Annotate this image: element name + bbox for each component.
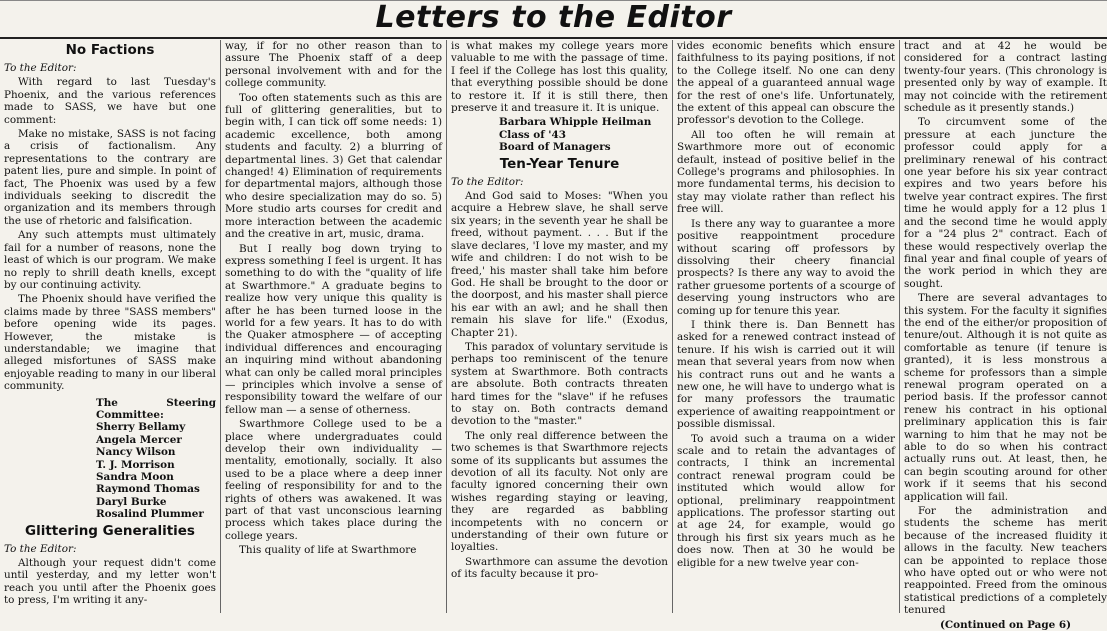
paragraph: Is there any way to guarantee a more positive reappointment procedure without scaring off professors by dissolving their cheery financial prospects? Is there any way to avoid the rather gruesome portents of a scourge of deserving young instructors who are coming up for tenure this year.: [677, 217, 895, 317]
paragraph: There are several advantages to this system. For the faculty it signifies the end of the either/or proposition of tenure/out. Although it is not quite as comfortable as tenure (if tenure is granted), it is less monstrous a scheme for professors than a simple renewal program operated on a period basis. If the professor cannot renew his contract in his optional preliminary application this is fair warning to him that he may not be able to do so when his contract actually runs out. At least, then, he can begin scouting around for other work if it seems that his second application will fail.: [904, 292, 1107, 503]
paragraph: vides economic benefits which ensure faithfulness to its paying positions, if not to the College itself. No one can deny the appeal of a guaranteed annual wage for the rest of one's life. Unfortunately, the extent of this appeal can obscure the professor's devotion to the College.: [677, 40, 895, 127]
paragraph: Any such attempts must ultimately fail for a number of reasons, none the least of which is our program. We make no reply to shrill death knells, except by our continuing activity.: [4, 229, 216, 291]
signer: Rosalind Plummer: [96, 508, 204, 521]
signer: Angela Mercer: [96, 433, 182, 446]
masthead-rule: [0, 37, 1107, 39]
column-divider: [672, 40, 673, 613]
signer: Nancy Wilson: [96, 446, 176, 459]
page-title: Letters to the Editor: [375, 0, 732, 35]
signer: Class of '43: [499, 128, 566, 141]
column-3: [451, 40, 668, 613]
signer: Board of Managers: [499, 141, 611, 154]
column-divider: [220, 40, 221, 613]
column-divider: [446, 40, 447, 613]
salutation: To the Editor:: [4, 62, 77, 74]
paragraph: Swarthmore can assume the devotion of its faculty because it pro-: [451, 555, 668, 581]
signature-block: [499, 116, 668, 153]
salutation: To the Editor:: [4, 542, 77, 555]
paragraph: I think there is. Dan Bennett has asked for a renewed contract instead of tenure. If his wish is carried out it will mean that several years from now when his contract runs out and he wants a new one, he will have to undergo what is for many professors the traumatic experience of awaiting reappointment or possible dismissal.: [677, 318, 895, 431]
paragraph: Too often statements such as this are full of glittering generalities, but to begin with, I can tick off some needs: 1) academic excellence, both among students and faculty. 2) a blurring of departmental lines. 3) Get that calendar changed! 4) Elimination of requirements for departmental majors, although those who desire specialization may do so. 5) More studio arts courses for credit and more interaction between the academic and the creative in art, music, drama.: [225, 91, 442, 241]
paragraph: For the administration and students the scheme has merit because of the increased fluidity it allows in the faculty. New teachers can be appointed to replace those who have opted out or who were not reappointed. Freed from the ominous statistical predictions of a completely tenured: [904, 505, 1107, 617]
column-4: [677, 40, 895, 613]
paragraph: tract and at 42 he would be considered for a contract lasting twenty-four years. (This chronology is presented only by way of example. It may not coincide with the retirement schedule as it presently stands.): [904, 40, 1107, 115]
signer: Sandra Moon: [96, 471, 174, 483]
paragraph: The Phoenix should have verified the claims made by three "SASS members" before opening wide its pages. However, the mistake is understandable; we imagine that alleged misfortunes of SASS make enjoyable reading to many in our liberal community.: [4, 293, 216, 393]
paragraph: Although your request didn't come until yesterday, and my letter won't reach you until after the Phoenix goes to press, I'm writing it any-: [4, 557, 216, 607]
paragraph: And God said to Moses: "When you acquire a Hebrew slave, he shall serve six years; in the seventh year he shall be freed, without payment. . . . But if the slave declares, 'I love my master, and my wife and children: I do not wish to be freed,' his master shall take him before God. He shall be brought to the door or the doorpost, and his master shall pierce his ear with an awl; and he shall then remain his slave for life." (Exodus, Chapter 21).: [451, 190, 668, 339]
headline-no-factions: No Factions: [65, 42, 155, 58]
paragraph: This quality of life at Swarthmore: [239, 544, 417, 557]
signer: Barbara Whipple Heilman: [499, 116, 652, 129]
salutation: To the Editor:: [451, 175, 524, 188]
paragraph: The only real difference between the two schemes is that Swarthmore rejects some of its supplicants but assumes the devotion of all its faculty. Not only are faculty ignored concerning their own wishes regarding staying or leaving, they are regarded as babbling incompetents with no concern or understanding of their own future or loyalties.: [451, 429, 668, 554]
signature-block: [96, 397, 216, 521]
paragraph: Make no mistake, SASS is not facing a crisis of factionalism. Any representations to the contrary are patent lies, pure and simple. In point of fact, The Phoenix was used by a few individuals seeking to discredit the organization and its members through the use of rhetoric and falsification.: [4, 128, 216, 227]
paragraph: With regard to last Tuesday's Phoenix, and the various references made to SASS, we have but one comment:: [4, 76, 216, 126]
column-2: [225, 40, 442, 613]
signature-title: The Steering Committee:: [96, 396, 216, 421]
paragraph: This paradox of voluntary servitude is perhaps too reminiscent of the tenure system at Swarthmore. Both contracts are absolute. Both contracts threaten hard times for the "slave" if he refuses to stay on. Both contracts demand devotion to the "master.": [451, 340, 668, 428]
paragraph: Swarthmore College used to be a place where undergraduates could develop their own individuality — mentality, emotionally, socially. It also used to be a place where a deep inner feeling of responsibility for and to the rights of others was awakened. It was part of that vast unconscious learning process which takes place during the college years.: [225, 418, 442, 542]
signer: Daryl Burke: [96, 495, 167, 508]
column-divider: [899, 40, 900, 613]
masthead: [0, 0, 1107, 39]
headline-ten-year-tenure: Ten-Year Tenure: [499, 155, 620, 172]
continued-notice: (Continued on Page 6): [939, 618, 1072, 631]
column-1: [4, 40, 216, 613]
signer: T. J. Morrison: [96, 458, 175, 471]
paragraph: All too often he will remain at Swarthmore more out of economic default, instead of positive belief in the College's programs and philosophies. In more fundamental terms, his decision to stay may violate rather than reflect his free will.: [677, 128, 895, 216]
paragraph: To circumvent some of the pressure at each juncture the professor could apply for a preliminary renewal of his contract one year before his six year contract expires and two years before his twelve year contract expires. The first time he would apply for a 12 plus 1 and the second time he would apply for a "24 plus 2" contract. Each of these would respectively overlap the final year and final couple of years of the work period in which they are sought.: [904, 116, 1107, 290]
paragraph: is what makes my college years more valuable to me with the passage of time. I feel if the College has lost this quality, that everything possible should be done to restore it. If it is still there, then preserve it and treasure it. It is unique.: [451, 40, 668, 115]
headline-glittering-generalities: Glittering Generalities: [25, 522, 195, 539]
paragraph: way, if for no other reason than to assure The Phoenix staff of a deep personal involvement with and for the college community.: [225, 40, 442, 90]
paragraph: To avoid such a trauma on a wider scale and to retain the advantages of contracts, I think an incremental contract renewal program could be instituted which would allow for optional, preliminary reappointment applications. The professor starting out at age 24, for example, would go through his first six years much as he does now. Then at 30 he would be eligible for a new twelve year con-: [677, 432, 895, 569]
signer: Raymond Thomas: [96, 483, 200, 496]
signer: Sherry Bellamy: [96, 421, 186, 434]
column-5: [904, 40, 1107, 631]
paragraph: But I really bog down trying to express something I feel is urgent. It has something to do with the "quality of life at Swarthmore." A graduate begins to realize how very unique this quality is after he has been turned loose in the world for a few years. It has to do with the Quaker atmosphere — of accepting individual differences and encouraging an inquiring mind without abandoning what can only be called moral principles — principles which involve a sense of responsibility toward the welfare of our fellow man — a sense of otherness.: [225, 242, 442, 416]
